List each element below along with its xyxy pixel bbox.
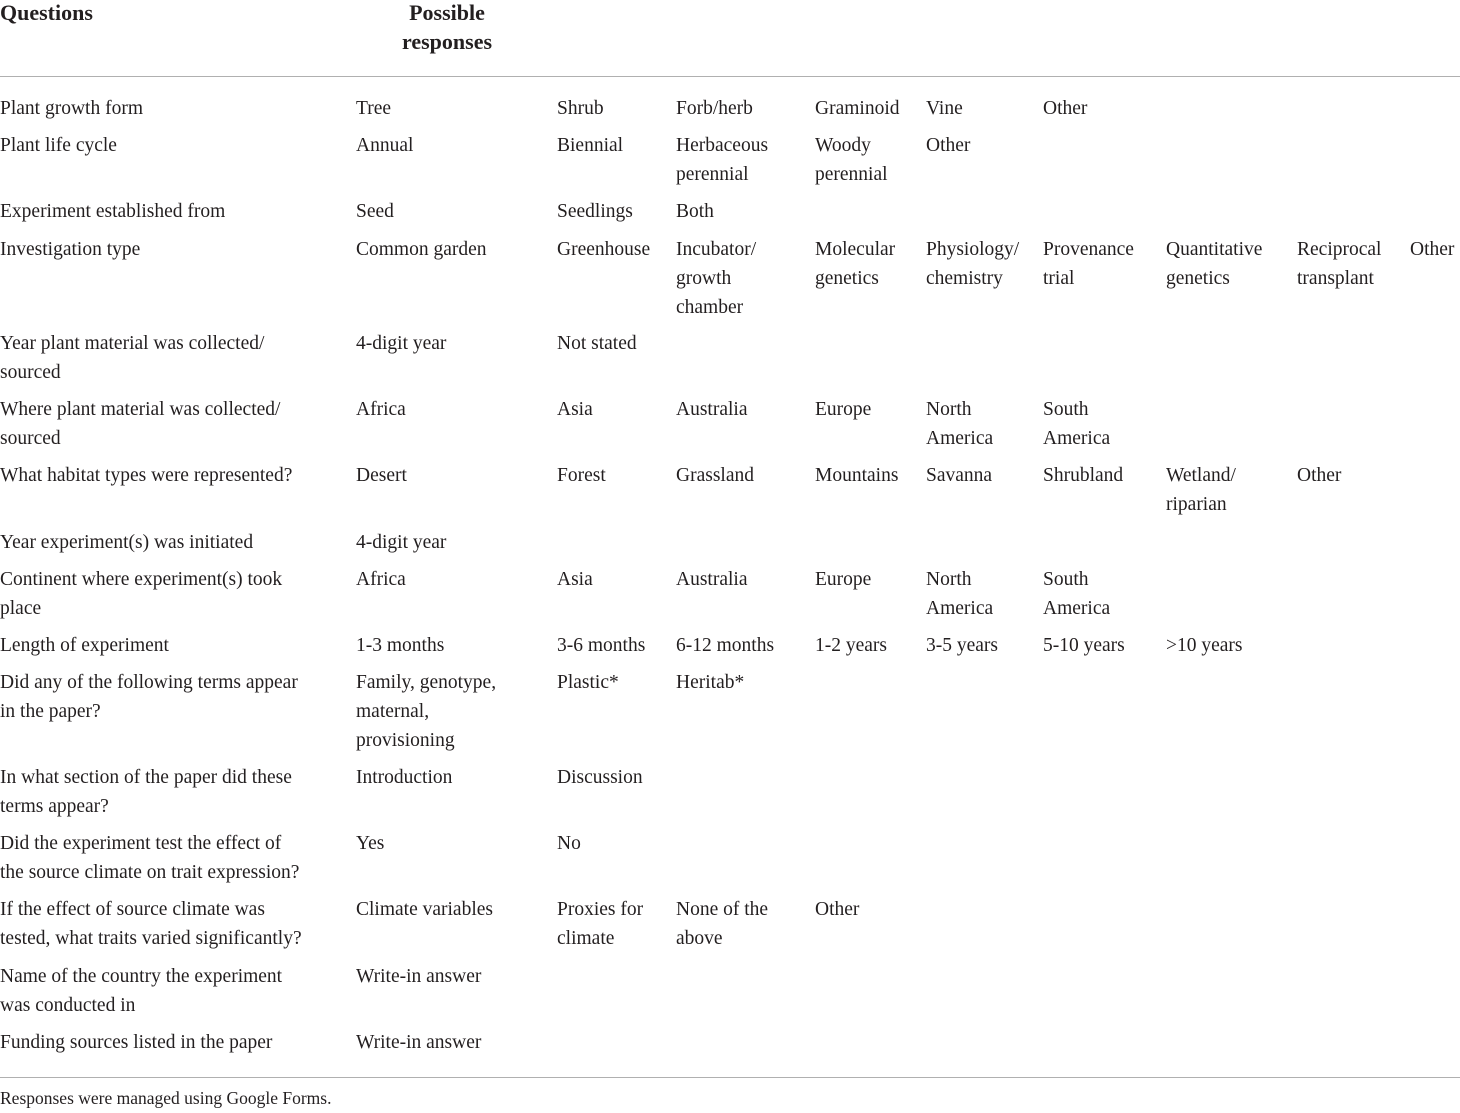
response-cell: 1-2 years (815, 634, 888, 656)
response-cell: Not stated (557, 332, 637, 354)
response-cell: 5-10 years (1043, 634, 1125, 656)
response-cell: Plastic* (557, 671, 619, 693)
response-cell: Tree (356, 97, 392, 119)
question-cell: Did any of the following terms appear in the paper? (0, 671, 298, 722)
response-cell: Other (1410, 238, 1455, 260)
response-cell: Other (926, 134, 971, 156)
response-cell: Physiology/ chemistry (926, 238, 1020, 289)
response-cell: Seed (356, 200, 394, 222)
response-cell: South America (1043, 398, 1111, 449)
question-cell: Where plant material was collected/ sourced (0, 398, 281, 449)
response-cell: Reciprocal transplant (1297, 238, 1382, 289)
question-cell: Did the experiment test the effect of the source climate on trait expression? (0, 832, 300, 883)
response-cell: None of the above (676, 898, 769, 949)
question-cell: Experiment established from (0, 200, 226, 222)
response-cell: Shrub (557, 97, 604, 119)
footer-rule (0, 1077, 1460, 1078)
question-cell: Continent where experiment(s) took place (0, 568, 283, 619)
question-cell: Year experiment(s) was initiated (0, 531, 254, 553)
header-possible-responses: Possible responses (401, 0, 493, 54)
response-cell: Graminoid (815, 97, 900, 119)
response-cell: Molecular genetics (815, 238, 896, 289)
table-footnote: Responses were managed using Google Forms. (0, 1088, 332, 1108)
response-cell: Discussion (557, 766, 643, 788)
response-cell: Australia (676, 568, 748, 590)
response-cell: Write-in answer (356, 1031, 482, 1053)
response-cell: 3-6 months (557, 634, 646, 656)
response-cell: Provenance trial (1043, 238, 1134, 289)
response-cell: Forest (557, 464, 606, 486)
response-cell: Grassland (676, 464, 754, 486)
response-cell: Biennial (557, 134, 624, 156)
header-questions: Questions (0, 0, 93, 25)
question-cell: In what section of the paper did these terms appear? (0, 766, 292, 817)
response-cell: Woody perennial (815, 134, 888, 185)
response-cell: 6-12 months (676, 634, 775, 656)
question-cell: Plant growth form (0, 97, 143, 119)
response-cell: Quantitative genetics (1166, 238, 1263, 289)
response-cell: Asia (557, 568, 593, 590)
question-cell: Plant life cycle (0, 134, 117, 156)
question-cell: Investigation type (0, 238, 141, 260)
response-cell: Wetland/ riparian (1166, 464, 1236, 515)
response-cell: Shrubland (1043, 464, 1124, 486)
response-cell: North America (926, 398, 994, 449)
question-cell: Name of the country the experiment was conducted in (0, 965, 283, 1016)
response-cell: Other (1043, 97, 1088, 119)
response-cell: Europe (815, 398, 872, 420)
header-rule (0, 76, 1460, 77)
response-cell: Heritab* (676, 671, 745, 693)
response-cell: Yes (356, 832, 385, 854)
response-cell: No (557, 832, 581, 854)
response-cell: Other (815, 898, 860, 920)
response-cell: Common garden (356, 238, 487, 260)
question-cell: Length of experiment (0, 634, 169, 656)
response-cell: Asia (557, 398, 593, 420)
response-cell: Vine (926, 97, 963, 119)
response-cell: Herbaceous perennial (676, 134, 769, 185)
response-cell: Greenhouse (557, 238, 651, 260)
response-cell: Introduction (356, 766, 453, 788)
response-cell: Australia (676, 398, 748, 420)
question-cell: Year plant material was collected/ sourced (0, 332, 265, 383)
response-cell: Savanna (926, 464, 993, 486)
response-cell: >10 years (1166, 634, 1243, 656)
response-cell: Seedlings (557, 200, 633, 222)
response-cell: Forb/herb (676, 97, 753, 119)
response-cell: Annual (356, 134, 414, 156)
response-cell: Climate variables (356, 898, 493, 920)
response-cell: South America (1043, 568, 1111, 619)
response-cell: North America (926, 568, 994, 619)
response-cell: 3-5 years (926, 634, 999, 656)
question-cell: What habitat types were represented? (0, 464, 293, 486)
response-cell: Both (676, 200, 714, 222)
response-cell: Mountains (815, 464, 899, 486)
response-cell: 1-3 months (356, 634, 445, 656)
response-cell: Incubator/ growth chamber (676, 238, 757, 318)
response-cell: Africa (356, 398, 406, 420)
response-cell: 4-digit year (356, 531, 447, 553)
response-cell: 4-digit year (356, 332, 447, 354)
response-cell: Write-in answer (356, 965, 482, 987)
response-cell: Desert (356, 464, 407, 486)
question-cell: Funding sources listed in the paper (0, 1031, 273, 1053)
response-cell: Africa (356, 568, 406, 590)
response-cell: Europe (815, 568, 872, 590)
question-cell: If the effect of source climate was tested, what traits varied significantly? (0, 898, 302, 949)
response-cell: Family, genotype, maternal, provisioning (356, 671, 497, 751)
response-cell: Other (1297, 464, 1342, 486)
response-cell: Proxies for climate (557, 898, 644, 949)
